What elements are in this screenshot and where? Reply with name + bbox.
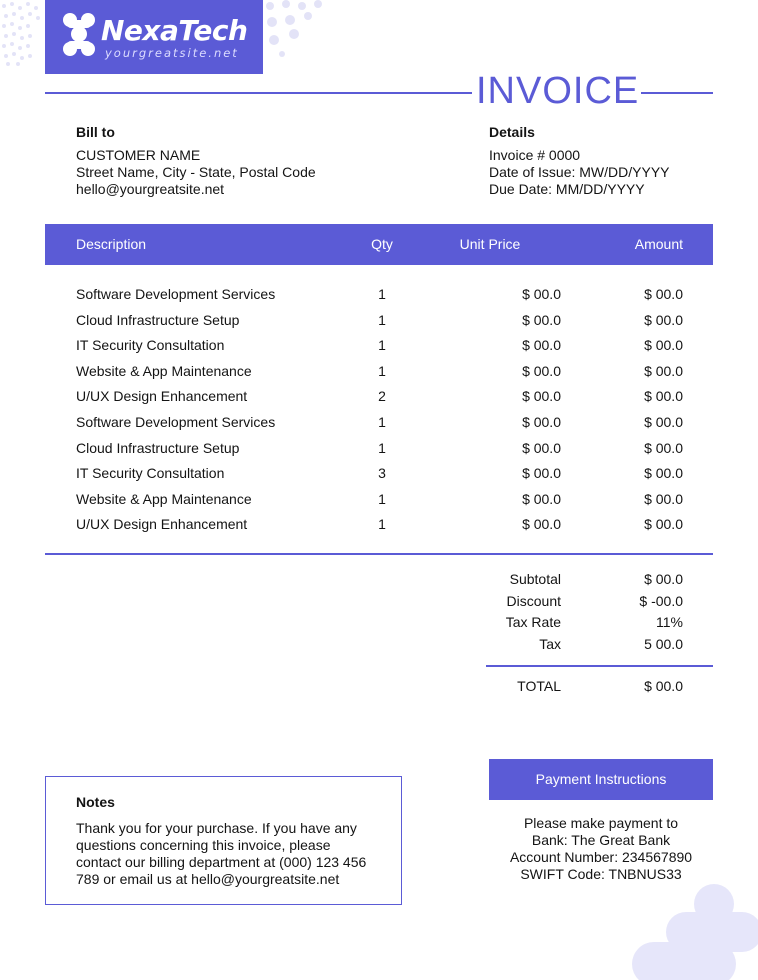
payment-line-account: Account Number: 234567890 [509, 849, 693, 865]
table-row [0, 312, 758, 332]
row-unit-price: $ 00.0 [522, 286, 561, 302]
row-description: Website & App Maintenance [76, 490, 252, 507]
company-logo [45, 0, 263, 74]
bill-to-heading: Bill to [76, 124, 115, 140]
row-description: Cloud Infrastructure Setup [76, 439, 240, 456]
row-qty: 3 [378, 465, 386, 482]
column-header-qty: Qty [371, 236, 393, 252]
customer-email: hello@yourgreatsite.net [76, 181, 225, 197]
due-date: Due Date: MM/DD/YYYY [489, 181, 645, 197]
brand-website: yourgreatsite.net [105, 46, 239, 60]
row-unit-price: $ 00.0 [522, 311, 561, 328]
payment-instructions-heading: Payment Instructions [489, 759, 713, 800]
invoice-number: Invoice # 0000 [489, 147, 581, 163]
row-unit-price: $ 00.0 [522, 516, 561, 533]
row-unit-price: $ 00.0 [522, 490, 561, 507]
table-row [0, 440, 758, 460]
notes-text: Thank you for your purchase. If you have any questions concerning this invoice, please contact our billing department at (000) 123 456 789 or email us at hello@yourgreatsite.net [76, 820, 367, 887]
row-qty: 1 [378, 311, 386, 328]
details-heading: Details [489, 124, 535, 140]
table-row [0, 337, 758, 357]
column-header-amount: Amount [634, 236, 683, 252]
table-row [0, 465, 758, 485]
row-unit-price: $ 00.0 [522, 362, 561, 379]
discount-label: Discount [506, 593, 561, 609]
row-unit-price: $ 00.0 [522, 337, 561, 354]
row-unit-price: $ 00.0 [522, 465, 561, 482]
row-description: Website & App Maintenance [76, 362, 252, 379]
totals-divider [486, 665, 713, 667]
payment-line-swift: SWIFT Code: TNBNUS33 [520, 866, 682, 882]
table-row [0, 286, 758, 306]
row-qty: 1 [378, 439, 386, 456]
row-description: Cloud Infrastructure Setup [76, 311, 240, 328]
tax-label: Tax [539, 636, 561, 652]
row-unit-price: $ 00.0 [522, 388, 561, 405]
payment-line-bank: Bank: The Great Bank [531, 832, 671, 848]
row-qty: 1 [378, 414, 386, 430]
logo-mark-icon [61, 12, 97, 58]
subtotal-value: $ 00.0 [644, 571, 683, 587]
row-qty: 2 [378, 388, 386, 405]
table-row [0, 414, 758, 434]
row-qty: 1 [378, 337, 386, 354]
decorative-dots-left [0, 0, 50, 70]
row-unit-price: $ 00.0 [522, 439, 561, 456]
column-header-description: Description [76, 236, 147, 252]
decorative-blob [626, 880, 758, 980]
table-row [0, 491, 758, 511]
row-unit-price: $ 00.0 [522, 414, 561, 430]
table-row [0, 388, 758, 408]
document-title: INVOICE [476, 70, 640, 112]
notes-heading: Notes [76, 794, 115, 810]
row-qty: 1 [378, 362, 386, 379]
row-amount: $ 00.0 [644, 490, 683, 507]
row-description: U/UX Design Enhancement [76, 516, 248, 533]
row-amount: $ 00.0 [644, 362, 683, 379]
items-table-header [45, 224, 713, 265]
table-row [0, 363, 758, 383]
row-amount: $ 00.0 [644, 439, 683, 456]
subtotal-label: Subtotal [509, 571, 561, 587]
row-amount: $ 00.0 [644, 516, 683, 533]
payment-line-instruction: Please make payment to [523, 815, 679, 831]
total-label: TOTAL [517, 678, 561, 694]
table-row [0, 516, 758, 536]
discount-value: $ -00.0 [639, 593, 683, 609]
heading-divider-right [641, 92, 713, 94]
row-amount: $ 00.0 [644, 388, 683, 405]
customer-name: CUSTOMER NAME [76, 147, 201, 163]
row-qty: 1 [378, 516, 386, 533]
brand-name: NexaTech [101, 14, 248, 47]
row-amount: $ 00.0 [644, 311, 683, 328]
customer-address: Street Name, City - State, Postal Code [76, 164, 316, 180]
issue-date: Date of Issue: MW/DD/YYYY [489, 164, 670, 180]
row-qty: 1 [378, 490, 386, 507]
total-value: $ 00.0 [644, 678, 683, 694]
row-description: U/UX Design Enhancement [76, 388, 248, 405]
heading-divider-left [45, 92, 472, 94]
row-description: Software Development Services [76, 286, 276, 302]
notes-box [45, 776, 402, 905]
tax-value: 5 00.0 [644, 636, 683, 652]
row-qty: 1 [378, 286, 386, 302]
row-description: IT Security Consultation [76, 337, 225, 354]
column-header-unit-price: Unit Price [459, 236, 521, 252]
tax-rate-label: Tax Rate [505, 614, 561, 630]
row-description: Software Development Services [76, 414, 276, 430]
row-description: IT Security Consultation [76, 465, 225, 482]
table-divider [45, 553, 713, 555]
decorative-dots-right [262, 0, 332, 60]
row-amount: $ 00.0 [644, 465, 683, 482]
row-amount: $ 00.0 [644, 414, 683, 430]
tax-rate-value: 11% [656, 614, 683, 630]
row-amount: $ 00.0 [644, 337, 683, 354]
row-amount: $ 00.0 [644, 286, 683, 302]
